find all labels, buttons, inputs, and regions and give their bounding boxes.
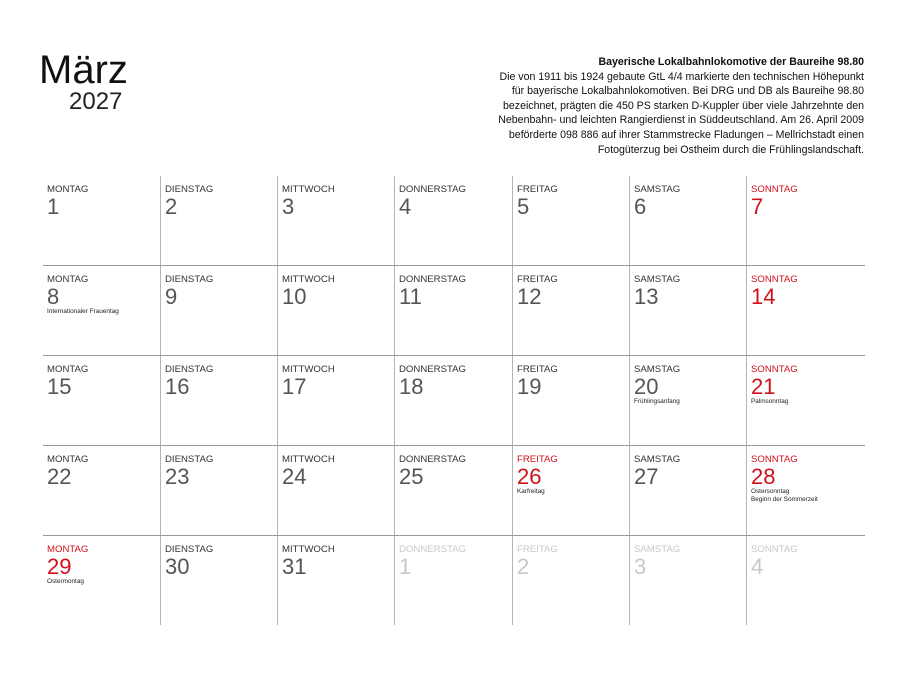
weekday-label: SONNTAG bbox=[751, 544, 798, 555]
day-cell bbox=[394, 356, 512, 445]
day-number: 20 bbox=[634, 374, 659, 399]
day-number: 3 bbox=[282, 194, 295, 219]
calendar-week-row bbox=[43, 535, 865, 625]
day-cell bbox=[160, 356, 277, 445]
weekday-label: MITTWOCH bbox=[282, 274, 335, 285]
day-cell bbox=[160, 446, 277, 535]
weekday-label: FREITAG bbox=[517, 184, 558, 195]
weekday-label: DIENSTAG bbox=[165, 184, 214, 195]
weekday-label: MONTAG bbox=[47, 184, 89, 195]
day-cell bbox=[277, 266, 394, 355]
day-cell bbox=[277, 176, 394, 265]
day-cell bbox=[512, 176, 629, 265]
day-number: 30 bbox=[165, 554, 190, 579]
weekday-label: SAMSTAG bbox=[634, 184, 681, 195]
weekday-label: FREITAG bbox=[517, 364, 558, 375]
caption-title: Bayerische Lokalbahnlokomotive der Baureihe 98.80 bbox=[598, 56, 864, 68]
weekday-label: DIENSTAG bbox=[165, 364, 214, 375]
weekday-label: DIENSTAG bbox=[165, 454, 214, 465]
day-cell bbox=[512, 446, 629, 535]
weekday-label: DONNERSTAG bbox=[399, 544, 466, 555]
weekday-label: SAMSTAG bbox=[634, 364, 681, 375]
holiday-note: Beginn der Sommerzeit bbox=[751, 496, 818, 503]
day-number: 10 bbox=[282, 284, 307, 309]
day-cell bbox=[43, 536, 160, 625]
holiday-note: Frühlingsanfang bbox=[634, 398, 680, 405]
weekday-label: FREITAG bbox=[517, 544, 558, 555]
day-cell bbox=[629, 536, 746, 625]
holiday-note: Palmsonntag bbox=[751, 398, 789, 405]
day-cell bbox=[512, 536, 629, 625]
day-number: 17 bbox=[282, 374, 307, 399]
day-cell bbox=[746, 446, 865, 535]
holiday-note: Ostersonntag bbox=[751, 488, 790, 495]
weekday-label: SAMSTAG bbox=[634, 274, 681, 285]
weekday-label: DONNERSTAG bbox=[399, 454, 466, 465]
day-number: 4 bbox=[399, 194, 412, 219]
day-number: 26 bbox=[517, 464, 542, 489]
weekday-label: FREITAG bbox=[517, 454, 558, 465]
day-cell bbox=[43, 266, 160, 355]
day-number: 19 bbox=[517, 374, 542, 399]
day-cell bbox=[394, 176, 512, 265]
day-number: 22 bbox=[47, 464, 72, 489]
holiday-note: Karfreitag bbox=[517, 488, 545, 495]
day-cell bbox=[394, 266, 512, 355]
day-cell bbox=[43, 356, 160, 445]
day-number: 29 bbox=[47, 554, 72, 579]
calendar-week-row bbox=[43, 355, 865, 445]
day-cell bbox=[746, 356, 865, 445]
holiday-note: Ostermontag bbox=[47, 578, 84, 585]
day-number: 8 bbox=[47, 284, 60, 309]
day-number: 13 bbox=[634, 284, 659, 309]
caption-line: Nebenbahn- und leichten Rangierdienst in Süddeutschland. Am 26. April 2009 bbox=[498, 114, 864, 127]
weekday-label: SONNTAG bbox=[751, 454, 798, 465]
day-cell bbox=[512, 356, 629, 445]
weekday-label: MITTWOCH bbox=[282, 544, 335, 555]
day-number: 9 bbox=[165, 284, 178, 309]
day-cell bbox=[160, 536, 277, 625]
month-title: März bbox=[39, 48, 128, 92]
day-number: 27 bbox=[634, 464, 659, 489]
caption-line: für bayerische Lokalbahnlokomotiven. Bei DRG und DB als Baureihe 98.80 bbox=[511, 85, 864, 98]
day-number: 7 bbox=[751, 194, 764, 219]
year-title: 2027 bbox=[69, 88, 123, 115]
day-number: 5 bbox=[517, 194, 530, 219]
weekday-label: SONNTAG bbox=[751, 184, 798, 195]
weekday-label: DONNERSTAG bbox=[399, 184, 466, 195]
weekday-label: MITTWOCH bbox=[282, 364, 335, 375]
day-cell bbox=[629, 446, 746, 535]
day-number: 28 bbox=[751, 464, 776, 489]
day-number: 12 bbox=[517, 284, 542, 309]
photo-caption bbox=[444, 55, 864, 157]
weekday-label: SONNTAG bbox=[751, 274, 798, 285]
weekday-label: SAMSTAG bbox=[634, 544, 681, 555]
weekday-label: MONTAG bbox=[47, 454, 89, 465]
day-cell bbox=[746, 176, 865, 265]
day-number: 11 bbox=[399, 284, 422, 309]
weekday-label: MONTAG bbox=[47, 544, 89, 555]
weekday-label: DIENSTAG bbox=[165, 544, 214, 555]
day-cell bbox=[746, 536, 865, 625]
day-number: 4 bbox=[751, 554, 764, 579]
day-number: 15 bbox=[47, 374, 72, 399]
weekday-label: MITTWOCH bbox=[282, 184, 335, 195]
caption-line: Fotogüterzug bei Ostheim durch die Frühlingslandschaft. bbox=[597, 143, 864, 156]
weekday-label: MONTAG bbox=[47, 274, 89, 285]
day-cell bbox=[277, 356, 394, 445]
day-cell bbox=[277, 536, 394, 625]
day-number: 25 bbox=[399, 464, 424, 489]
day-cell bbox=[629, 356, 746, 445]
holiday-note: Internationaler Frauentag bbox=[47, 308, 119, 315]
caption-line: beförderte 098 886 auf ihrer Stammstrecke Fladungen – Mellrichstadt einen bbox=[508, 128, 864, 141]
day-cell bbox=[512, 266, 629, 355]
day-number: 6 bbox=[634, 194, 647, 219]
day-number: 2 bbox=[165, 194, 178, 219]
weekday-label: SONNTAG bbox=[751, 364, 798, 375]
day-cell bbox=[394, 446, 512, 535]
calendar-week-row bbox=[43, 265, 865, 355]
calendar-week-row bbox=[43, 445, 865, 535]
calendar-week-row bbox=[43, 176, 865, 265]
caption-line: bezeichnet, prägten die 450 PS starken D-Kuppler über viele Jahrzehnte den bbox=[502, 99, 864, 112]
weekday-label: DIENSTAG bbox=[165, 274, 214, 285]
day-number: 21 bbox=[751, 374, 776, 399]
day-cell bbox=[746, 266, 865, 355]
caption-line: Die von 1911 bis 1924 gebaute GtL 4/4 markierte den technischen Höhepunkt bbox=[499, 70, 864, 83]
weekday-label: SAMSTAG bbox=[634, 454, 681, 465]
day-cell bbox=[277, 446, 394, 535]
day-number: 1 bbox=[47, 194, 60, 219]
day-number: 16 bbox=[165, 374, 190, 399]
day-cell bbox=[43, 446, 160, 535]
day-number: 2 bbox=[517, 554, 530, 579]
weekday-label: MONTAG bbox=[47, 364, 89, 375]
day-number: 3 bbox=[634, 554, 647, 579]
day-number: 18 bbox=[399, 374, 424, 399]
day-cell bbox=[160, 266, 277, 355]
day-cell bbox=[43, 176, 160, 265]
day-cell bbox=[394, 536, 512, 625]
calendar-grid bbox=[43, 176, 865, 625]
weekday-label: FREITAG bbox=[517, 274, 558, 285]
day-number: 23 bbox=[165, 464, 190, 489]
day-number: 1 bbox=[399, 554, 412, 579]
day-number: 24 bbox=[282, 464, 307, 489]
weekday-label: DONNERSTAG bbox=[399, 364, 466, 375]
day-number: 31 bbox=[282, 554, 307, 579]
day-number: 14 bbox=[751, 284, 776, 309]
day-cell bbox=[629, 176, 746, 265]
weekday-label: DONNERSTAG bbox=[399, 274, 466, 285]
day-cell bbox=[629, 266, 746, 355]
day-cell bbox=[160, 176, 277, 265]
weekday-label: MITTWOCH bbox=[282, 454, 335, 465]
